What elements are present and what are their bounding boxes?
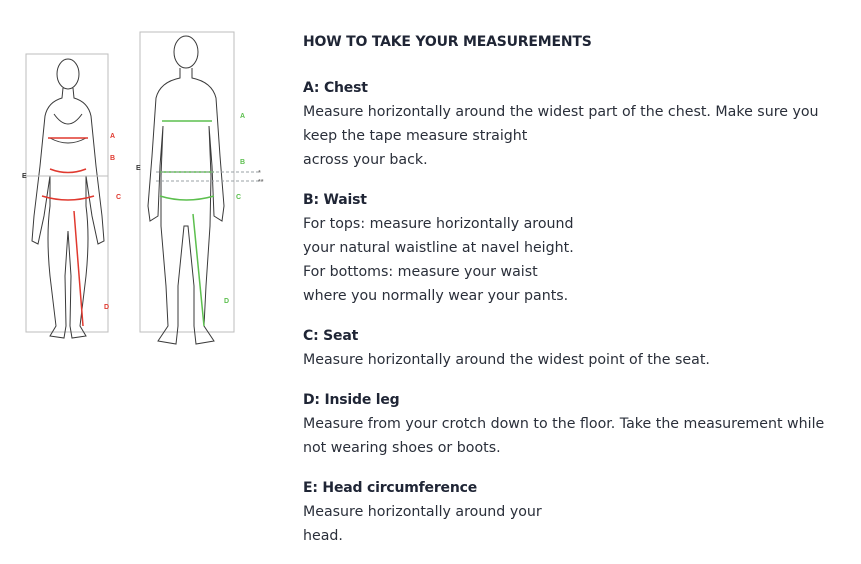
section-title: D: Inside leg xyxy=(303,392,400,408)
section-head xyxy=(303,476,855,548)
section-chest xyxy=(303,76,855,172)
section-waist xyxy=(303,188,855,308)
male-figure xyxy=(140,32,234,344)
male-label-e: E xyxy=(136,165,141,172)
section-text-line: For tops: measure horizontally around xyxy=(303,216,574,232)
section-title: B: Waist xyxy=(303,192,367,208)
male-mark-single: * xyxy=(258,170,261,177)
male-mark-double: ** xyxy=(258,179,264,186)
male-height-frame xyxy=(140,32,234,332)
male-guide-lines xyxy=(156,172,260,181)
male-label-a: A xyxy=(240,113,246,120)
female-label-c: C xyxy=(116,194,122,201)
section-text-line: head. xyxy=(303,528,343,544)
female-label-d: D xyxy=(104,304,110,311)
section-text-line: where you normally wear your pants. xyxy=(303,288,569,304)
measurement-figures xyxy=(18,26,288,356)
section-text-line: across your back. xyxy=(303,152,428,168)
section-inside-leg xyxy=(303,388,855,460)
section-text-line: Measure horizontally around your xyxy=(303,504,542,520)
section-title: C: Seat xyxy=(303,328,359,344)
section-text-line: Measure horizontally around the widest part of the chest. Make sure you xyxy=(303,104,819,120)
male-label-d: D xyxy=(224,298,230,305)
female-label-e: E xyxy=(22,173,27,180)
section-text-line: your natural waistline at navel height. xyxy=(303,240,574,256)
section-title: A: Chest xyxy=(303,80,368,96)
male-label-c: C xyxy=(236,194,242,201)
section-text-line: For bottoms: measure your waist xyxy=(303,264,538,280)
female-waist-line xyxy=(50,169,86,173)
male-label-b: B xyxy=(240,159,246,166)
female-figure xyxy=(26,54,108,338)
section-text-line: not wearing shoes or boots. xyxy=(303,440,501,456)
section-text-line: keep the tape measure straight xyxy=(303,128,528,144)
male-leg-line xyxy=(193,214,204,326)
section-title: E: Head circumference xyxy=(303,480,477,496)
measurement-illustration xyxy=(18,26,288,356)
female-height-frame xyxy=(26,54,108,332)
female-label-a: A xyxy=(110,133,116,140)
female-label-b: B xyxy=(110,155,116,162)
female-leg-line xyxy=(74,211,83,326)
measurement-instructions xyxy=(303,34,855,564)
section-text-line: Measure horizontally around the widest point of the seat. xyxy=(303,352,710,368)
male-seat-line xyxy=(160,196,214,200)
section-text-line: Measure from your crotch down to the floor. Take the measurement while xyxy=(303,416,825,432)
male-measure-lines xyxy=(156,121,260,326)
page-heading: HOW TO TAKE YOUR MEASUREMENTS xyxy=(303,34,592,50)
section-seat xyxy=(303,324,855,372)
